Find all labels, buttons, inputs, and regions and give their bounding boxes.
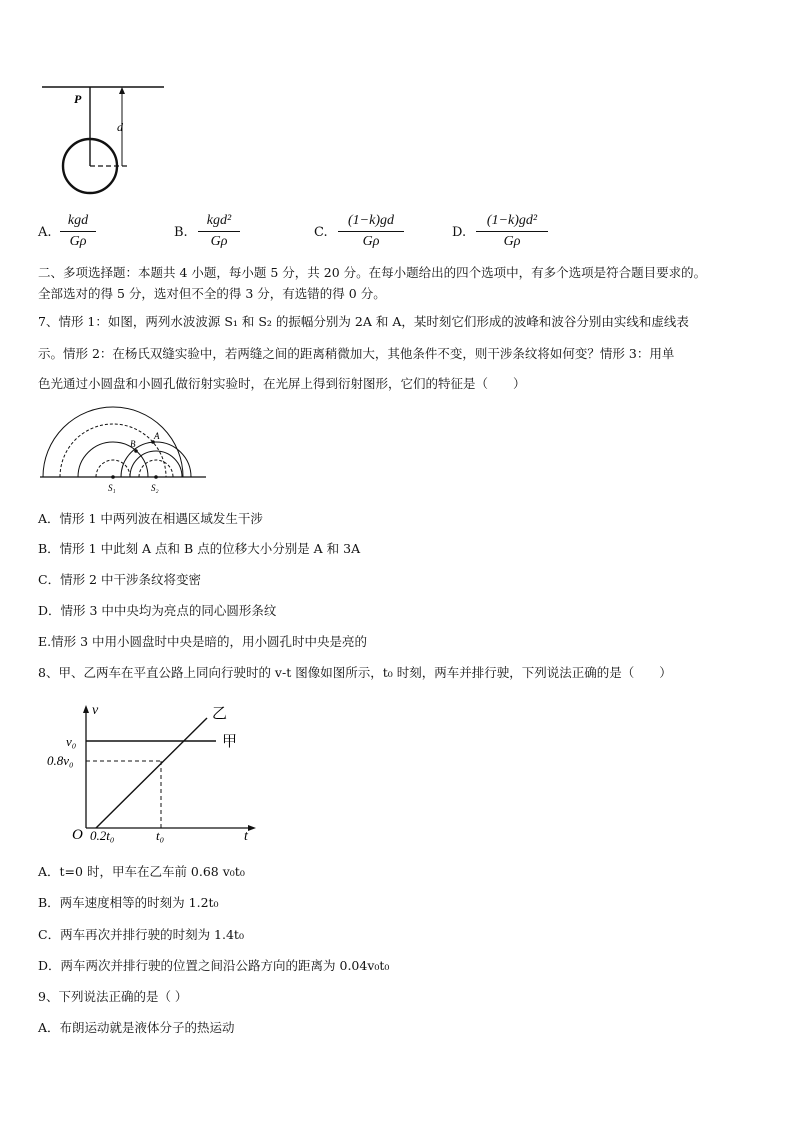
q6-option-a-fraction	[60, 212, 96, 251]
label-v0: v₀	[66, 734, 77, 749]
point-B	[134, 449, 138, 453]
q8-option-a: A．t=0 时，甲车在乙车前 0.68 v₀t₀	[38, 864, 245, 879]
q6-option-c-label: C.	[314, 225, 328, 240]
source-S1	[111, 475, 115, 479]
fraction-numerator: (1−k)gd²	[486, 213, 538, 228]
origin-label: O	[72, 827, 83, 843]
fraction-denominator: Gρ	[503, 234, 521, 249]
label-yi: 乙	[212, 706, 228, 722]
q7-stem-line2: 示。情形 2：在杨氏双缝实验中，若两缝之间的距离稍微加大，其他条件不变，则干涉条纹将如何变？情形 3：用单	[38, 346, 675, 361]
axis-label-v: v	[92, 703, 99, 718]
fraction-bar	[60, 231, 96, 232]
q7-option-c: C．情形 2 中干涉条纹将变密	[38, 572, 201, 587]
v-axis-arrow	[83, 705, 89, 713]
q7-option-d: D．情形 3 中中央均为亮点的同心圆形条纹	[38, 603, 277, 618]
q9-option-a: A．布朗运动就是液体分子的热运动	[38, 1020, 235, 1035]
q8-option-d: D．两车两次并排行驶的位置之间沿公路方向的距离为 0.04v₀t₀	[38, 958, 390, 973]
q8-option-c: C．两车再次并排行驶的时刻为 1.4t₀	[38, 927, 244, 942]
source-S2	[154, 475, 158, 479]
q7-option-b: B．情形 1 中此刻 A 点和 B 点的位移大小分别是 A 和 3A	[38, 541, 361, 556]
label-B: B	[130, 439, 136, 449]
fraction-numerator: (1−k)gd	[348, 213, 394, 228]
label-S1: S₁	[108, 483, 116, 493]
section2-line2: 全部选对的得 5 分，选对但不全的得 3 分，有选错的得 0 分。	[38, 286, 386, 301]
pendulum-figure	[38, 80, 168, 200]
fraction-denominator: Gρ	[69, 234, 87, 249]
yi-line	[96, 718, 207, 828]
q8-option-b: B．两车速度相等的时刻为 1.2t₀	[38, 895, 219, 910]
label-t0: t₀	[156, 828, 165, 843]
label-08v0: 0.8v₀	[47, 753, 74, 768]
t-axis-arrow	[248, 825, 256, 831]
label-02t0: 0.2t₀	[90, 828, 115, 843]
q6-option-a-label: A.	[38, 225, 52, 240]
q6-option-b-label: B.	[174, 225, 188, 240]
q8-stem: 8、甲、乙两车在平直公路上同向行驶时的 v-t 图像如图所示，t₀ 时刻，两车并排行驶，下列说法正确的是（ ）	[38, 665, 672, 680]
wave-trough-s2	[139, 460, 173, 477]
label-jia: 甲	[222, 734, 238, 750]
label-S2: S₂	[151, 483, 159, 493]
q7-stem-line1: 7、情形 1：如图，两列水波波源 S₁ 和 S₂ 的振幅分别为 2A 和 A，某时刻它们形成的波峰和波谷分别由实线和虚线表	[38, 314, 689, 329]
fraction-bar	[338, 231, 404, 232]
vt-graph	[44, 698, 274, 846]
wave-interference-figure	[38, 405, 208, 497]
section2-line1: 二、多项选择题：本题共 4 小题，每小题 5 分，共 20 分。在每小题给出的四个选项中，有多个选项是符合题目要求的。	[38, 265, 707, 280]
q6-option-d-label: D.	[452, 225, 467, 240]
q6-option-b-fraction	[198, 212, 240, 251]
wave-trough-s1-small	[96, 460, 130, 477]
q6-option-d-fraction	[476, 212, 548, 251]
q6-option-c-fraction	[338, 212, 404, 251]
q7-option-a: A．情形 1 中两列波在相遇区域发生干涉	[38, 511, 263, 526]
fraction-denominator: Gρ	[210, 234, 228, 249]
fraction-numerator: kgd	[67, 213, 89, 228]
axis-label-t: t	[244, 829, 248, 844]
wave-trough-s1	[60, 424, 166, 477]
fraction-bar	[476, 231, 548, 232]
label-P: P	[74, 92, 82, 106]
q9-stem: 9、下列说法正确的是（ ）	[38, 989, 188, 1004]
wave-crest-s2-small	[130, 451, 182, 477]
arrow-head	[119, 87, 125, 94]
label-A: A	[154, 431, 160, 441]
fraction-bar	[198, 231, 240, 232]
fraction-numerator: kgd²	[206, 213, 232, 228]
q7-option-e: E.情形 3 中用小圆盘时中央是暗的，用小圆孔时中央是亮的	[38, 634, 367, 649]
fraction-denominator: Gρ	[362, 234, 380, 249]
label-d: d	[117, 120, 123, 134]
q7-stem-line3: 色光通过小圆盘和小圆孔做衍射实验时，在光屏上得到衍射图形，它们的特征是（ ）	[38, 376, 526, 391]
